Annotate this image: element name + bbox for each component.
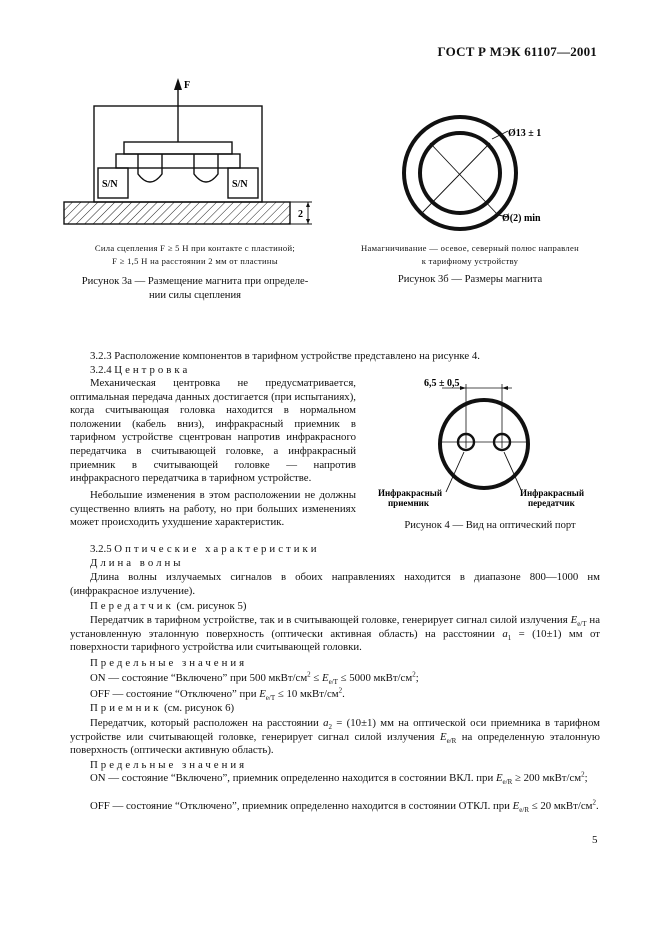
paragraph-centering: Механическая центровка не предусматривается, оптимальная передача данных достигается (при испытаниях), когда считывающая головка находится в нормальном положении (кабель вниз), инфракрасный приемник в тарифном устройстве сцентрован напротив инфракрасного передатчика в считывающей головке, а инфракрасный приемник в считывающей головке — напротив инфракрасного передатчика в тарифном устройстве. (70, 377, 356, 485)
on-state-transmitter: ON — состояние “Включено” при 500 мкВт/$см^2 \le E_{e/T} \le 5000$ мкВт/$см^2$; (90, 670, 419, 687)
fig4-label-left-2: приемник (388, 498, 430, 508)
figure-3a-magnet-placement (60, 70, 330, 235)
force-label: F (184, 80, 191, 91)
section-3-2-5-heading: 3.2.5 Оптические характеристики (90, 543, 320, 555)
inner-diameter-label: Ø(2) min (502, 213, 541, 224)
figure-4-optical-port (370, 372, 610, 520)
figure-3b-magnet-dimensions (380, 105, 580, 235)
fig4-label-left-1: Инфракрасный (378, 488, 443, 498)
limits-heading-2: Предельные значения (90, 759, 248, 771)
transmitter-heading: Передатчик (см. рисунок 5) (90, 600, 247, 612)
fig4-label-right-1: Инфракрасный (520, 488, 585, 498)
fig4-caption: Рисунок 4 — Вид на оптический порт (404, 520, 576, 531)
page-number: 5 (592, 834, 598, 846)
limits-heading-1: Предельные значения (90, 657, 248, 669)
fig3a-caption: Рисунок 3а — Размещение магнита при определе- нии силы сцепления (81, 276, 309, 301)
on-state-receiver: ON — состояние “Включено”, приемник определенно находится в состоянии ВКЛ. при $E_{e/R} \ge 200$ мкВт/$см^2$; (90, 770, 588, 787)
wavelength-heading: Длина волны (90, 557, 184, 569)
receiver-heading: Приемник (см. рисунок 6) (90, 702, 235, 714)
fig3a-note: Сила сцепления F ≥ 5 Н при контакте с пластиной; F ≥ 1,5 Н на расстоянии 2 мм от пластины (94, 243, 296, 266)
outer-diameter-label: Ø13 ± 1 (508, 128, 542, 139)
section-3-2-4-heading: 3.2.4 Центровка (90, 364, 191, 376)
document-header: ГОСТ Р МЭК 61107—2001 (437, 44, 597, 59)
sn-right-label: S/N (232, 179, 248, 190)
sn-left-label: S/N (102, 179, 118, 190)
dimension-2: 2 (298, 209, 303, 220)
paragraph-small-changes: Небольшие изменения в этом расположении не должны существенно влиять на работу, но при больших изменениях может происходить ухудшение характеристик. (70, 489, 356, 529)
paragraph-wavelength: Длина волны излучаемых сигналов в обоих направлениях находится в диапазоне 800—1000 нм (инфракрасное излучение). (70, 571, 600, 597)
off-state-transmitter: OFF — состояние “Отключено” при $E_{e/T} \le 10$ мкВт/$см^2$. (90, 686, 345, 703)
fig3b-note: Намагничивание — осевое, северный полюс направлен к тарифному устройству (360, 243, 580, 266)
fig4-label-right-2: передатчик (528, 498, 575, 508)
section-3-2-3: 3.2.3 Расположение компонентов в тарифном устройстве представлено на рисунке 4. (90, 350, 480, 362)
fig3b-caption: Рисунок 3б — Размеры магнита (397, 274, 543, 285)
off-state-receiver: OFF — состояние “Отключено”, приемник определенно находится в состоянии ОТКЛ. при $E_{e/R} \le 20$ мкВт/$см^2$. (90, 798, 599, 815)
fig4-dimension: 6,5 ± 0,5 (424, 378, 460, 389)
paragraph-receiver: Передатчик, который расположен на расстоянии $a_2 = (10\pm 1)$ мм на оптической оси приемника в тарифном устройстве или считывающей головке, генерирует сигнал силой излучения $E_{e/R}$ на определенную эталонную поверхность (оптически активную область). (70, 717, 600, 757)
paragraph-transmitter: Передатчик в тарифном устройстве, так и в считывающей головке, генерирует сигнал силой излучения $E_{e/T}$ на установленную эталонную поверхность (оптически активная область) на расстоянии $a_1 = (10\pm 1)$ мм от поверхности тарифного устройства или считывающей головки. (70, 614, 600, 654)
